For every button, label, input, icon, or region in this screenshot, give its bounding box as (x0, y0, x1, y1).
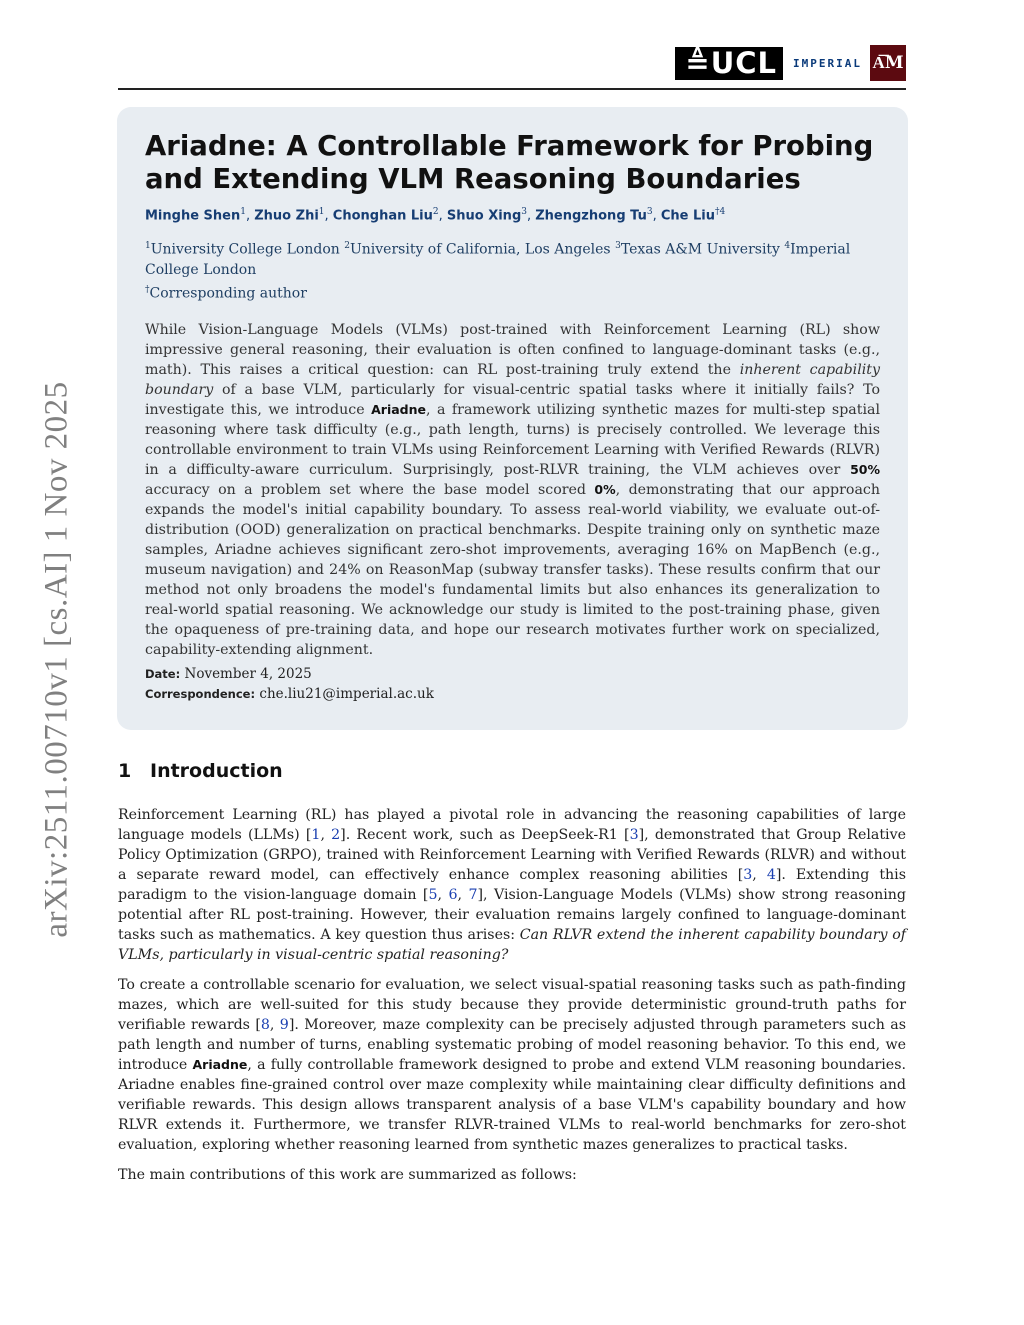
author-sup: 1 (240, 207, 246, 217)
date-line (145, 666, 312, 682)
citation-link[interactable]: 1 (311, 827, 321, 843)
tamu-logo: A͞M (870, 45, 906, 81)
author-name: Che Liu (660, 208, 715, 224)
author-list: Minghe Shen$^1$, Zhuo Zhi$^1$, Chonghan Liu$^2$, Shuo Xing$^3$, Zhengzhong Tu$^3$, Che Liu$^{\dagger 4}$ (145, 207, 726, 224)
ucl-logo: ≜UCL (675, 47, 783, 80)
affiliation-2: University of California, Los Angeles (349, 241, 611, 258)
header-rule (118, 88, 906, 90)
paper-title: Ariadne: A Controllable Framework for Probing and Extending VLM Reasoning Boundaries (145, 130, 874, 195)
intro-paragraph-2: To create a controllable scenario for evaluation, we select visual-spatial reasoning tasks such as path-finding mazes, which are well-suited for this study because they provide deterministic ground-truth paths for verifiable rewards [8, 9]. Moreover, maze complexity can be precisely adjusted through parameters such as path length and number of turns, enabling systematic probing of model reasoning behavior. To this end, we introduce Ariadne, a fully controllable framework designed to probe and extend VLM reasoning boundaries. Ariadne enables fine-grained control over maze complexity while maintaining clear difficulty definitions and verifiable rewards. This design allows transparent analysis of a base VLM's capability boundary and how RLVR extends it. Furthermore, we transfer RLVR-trained VLMs to real-world benchmarks for zero-shot evaluation, exploring whether reasoning learned from synthetic mazes generalizes to practical tasks. (118, 977, 906, 1153)
affiliation-1: University College London (150, 241, 340, 258)
citation-link[interactable]: 8 (260, 1017, 270, 1033)
citation-link[interactable]: 7 (468, 887, 478, 903)
author-sup: †4 (714, 207, 726, 217)
author-name: Zhuo Zhi (254, 208, 319, 224)
correspondence-label: Correspondence: (145, 687, 256, 701)
intro-paragraph-1: Reinforcement Learning (RL) has played a pivotal role in advancing the reasoning capabilities of large language models (LLMs) [1, 2]. Recent work, such as DeepSeek-R1 [3], demonstrated that Group Relative Policy Optimization (GRPO), trained with Reinforcement Learning with Verified Rewards (RLVR) and without a separate reward model, can effectively enhance complex reasoning abilities [3, 4]. Extending this paradigm to the vision-language domain [5, 6, 7], Vision-Language Models (VLMs) show strong reasoning potential after RL post-training. However, their evaluation remains largely confined to language-dominant tasks such as mathematics. A key question thus arises: Can RLVR extend the inherent capability boundary of VLMs, particularly in visual-centric spatial reasoning? (118, 807, 907, 963)
date-value: November 4, 2025 (184, 666, 312, 682)
date-label: Date: (145, 667, 181, 681)
author-sup: 3 (646, 207, 653, 217)
section-number: 1 (118, 760, 132, 782)
intro-paragraph-3: The main contributions of this work are summarized as follows: (118, 1167, 577, 1183)
citation-link[interactable]: 3 (743, 867, 753, 883)
citation-link[interactable]: 4 (766, 867, 776, 883)
correspondence-line (145, 686, 434, 702)
arxiv-identifier: arXiv:2511.00710v1 [cs.AI] 1 Nov 2025 (38, 381, 75, 938)
section-heading (118, 760, 283, 782)
citation-link[interactable]: 5 (428, 887, 438, 903)
imperial-logo: IMPERIAL (793, 56, 862, 70)
corresponding-note: Corresponding author (149, 285, 307, 302)
author-name: Shuo Xing (446, 208, 522, 224)
citation-link[interactable]: 3 (629, 827, 639, 843)
section-title: Introduction (150, 760, 283, 782)
correspondence-email[interactable]: che.liu21@imperial.ac.uk (259, 686, 434, 702)
citation-link[interactable]: 2 (331, 827, 341, 843)
author-sup: 2 (432, 207, 439, 217)
author-name: Chonghan Liu (332, 208, 433, 224)
affiliation-3: Texas A&M University (620, 241, 780, 258)
author-sup: 1 (318, 207, 325, 217)
citation-link[interactable]: 6 (448, 887, 458, 903)
affiliation-4: Imperial College London (145, 241, 851, 278)
institution-logos (675, 45, 906, 81)
author-name: Minghe Shen (145, 208, 241, 224)
abstract-text: While Vision-Language Models (VLMs) post-trained with Reinforcement Learning (RL) show impressive general reasoning, their evaluation is often confined to language-dominant tasks (e.g., math). This raises a critical question: can RL post-training truly extend the inherent capability boundary of a base VLM, particularly for visual-centric spatial tasks where it initially fails? To investigate this, we introduce Ariadne, a framework utilizing synthetic mazes for multi-step spatial reasoning where task difficulty (e.g., path length, turns) is precisely controlled. We leverage this controllable environment to train VLMs using Reinforcement Learning with Verified Rewards (RLVR) in a difficulty-aware curriculum. Surprisingly, post-RLVR training, the VLM achieves over 50% accuracy on a problem set where the base model scored 0%, demonstrating that our approach expands the model's initial capability boundary. To assess real-world viability, we evaluate out-of-distribution (OOD) generalization on practical benchmarks. Despite training only on synthetic maze samples, Ariadne achieves significant zero-shot improvements, averaging 16% on MapBench (e.g., museum navigation) and 24% on ReasonMap (subway transfer tasks). These results confirm that our method not only broadens the model's fundamental limits but also enhances its generalization to real-world spatial reasoning. We acknowledge our study is limited to the post-training phase, given the opaqueness of pre-training data, and hope our research motivates further work on specialized, capability-extending alignment. (145, 322, 880, 658)
affiliations: $^1$University College London $^2$University of California, Los Angeles $^3$Texas A&M University $^4$Imperial College London †Corresponding author (145, 241, 851, 302)
citation-link[interactable]: 9 (279, 1017, 289, 1033)
author-name: Zhengzhong Tu (535, 208, 647, 224)
author-sup: 3 (521, 207, 527, 217)
